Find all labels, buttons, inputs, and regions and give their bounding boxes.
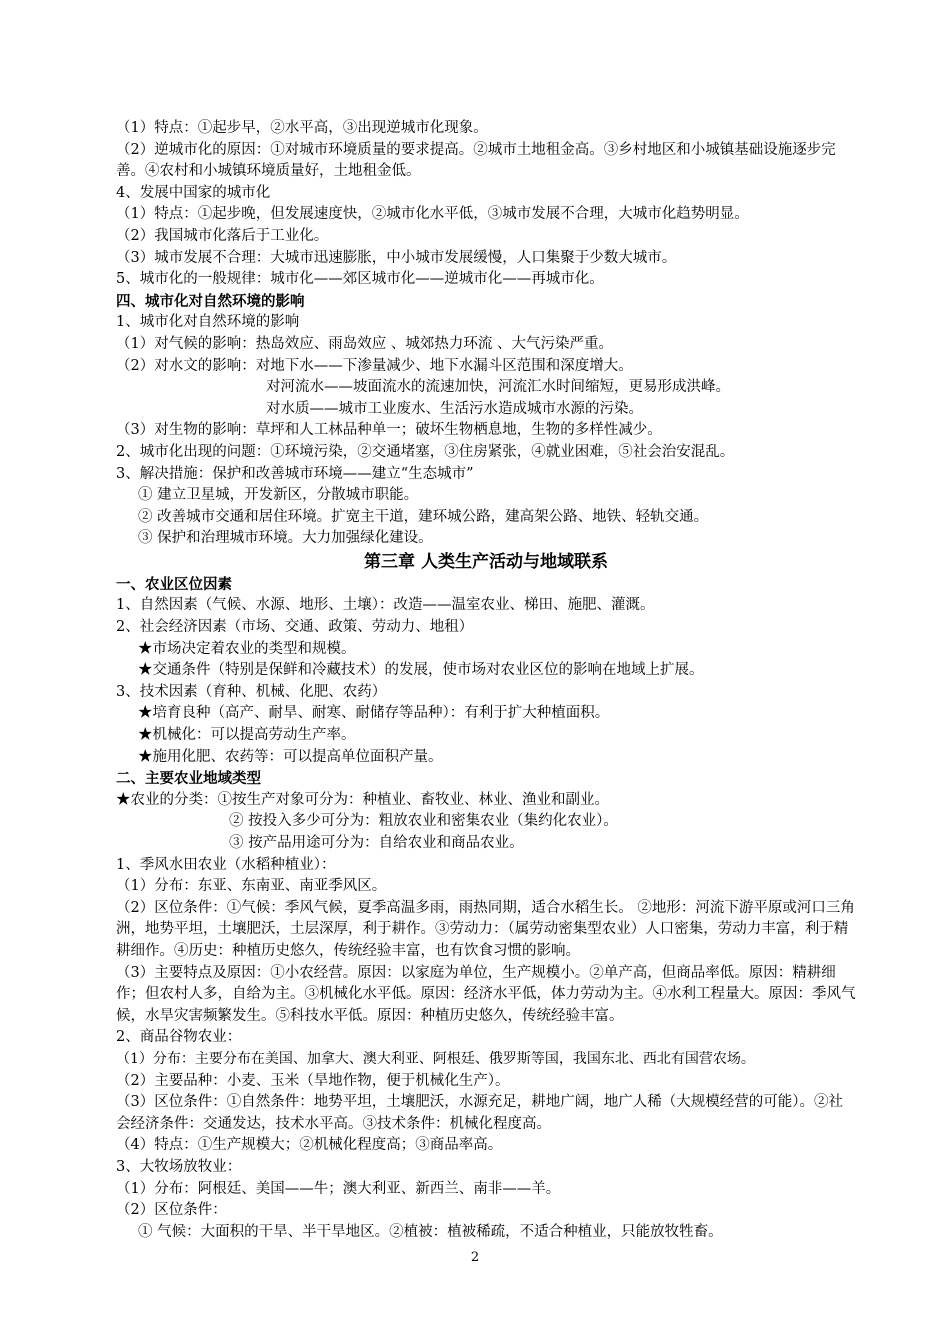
text-paragraph: （3）区位条件：①自然条件：地势平坦，土壤肥沃，水源充足，耕地广阔，地广人稀（大规模经营的可能）。②社会经济条件：交通发达，技术水平高。③技术条件：机械化程度高。 bbox=[116, 1094, 843, 1132]
text-line: 1、城市化对自然环境的影响 bbox=[116, 314, 300, 331]
text-line: ★施用化肥、农药等：可以提高单位面积产量。 bbox=[138, 748, 443, 765]
page-number: 2 bbox=[470, 1250, 480, 1265]
text-line: （3）对生物的影响：草坪和人工林品种单一；破坏生物栖息地，生物的多样性减少。 bbox=[116, 422, 662, 439]
text-line: 3、大牧场放牧业： bbox=[116, 1158, 242, 1175]
text-line: ★机械化：可以提高劳动生产率。 bbox=[138, 727, 356, 744]
text-paragraph: （3）主要特点及原因：①小农经营。原因：以家庭为单位，生产规模小。②单产高，但商品率低。原因：精耕细作；但农村人多，自给为主。③机械化水平低。原因：经济水平低，体力劳动为主。④水利工程量大。原因：季风气候，水旱灾害频繁发生。⑤科技水平低。原因：种植历史悠久，传统经验丰富。 bbox=[116, 964, 856, 1024]
text-line: 2、商品谷物农业： bbox=[116, 1029, 242, 1046]
text-line: （1）特点：①起步晚，但发展速度快，②城市化水平低，③城市发展不合理，大城市化趋势明显。 bbox=[116, 206, 749, 223]
text-line: （1）对气候的影响：热岛效应、雨岛效应 、城郊热力环流 、大气污染严重。 bbox=[116, 335, 613, 352]
text-paragraph: （2）逆城市化的原因：①对城市环境质量的要求提高。②城市土地租金高。③乡村地区和小城镇基础设施逐步完善。④农村和小城镇环境质量好，土地租金低。 bbox=[116, 141, 836, 180]
text-line: ① 建立卫星城，开发新区，分散城市职能。 bbox=[138, 487, 419, 504]
text-line: ★市场决定着农业的类型和规模。 bbox=[138, 640, 356, 657]
text-line: ③ 按产品用途可分为：自给农业和商品农业。 bbox=[229, 835, 524, 851]
section-heading: 一、农业区位因素 bbox=[116, 575, 232, 593]
text-line: （2）区位条件： bbox=[116, 1202, 227, 1219]
text-paragraph: （2）区位条件：①气候：季风气候，夏季高温多雨，雨热同期，适合水稻生长。 ②地形：河流下游平原或河口三角洲，地势平坦，土壤肥沃，土层深厚，利于耕作。③劳动力：（属劳动密集型农业）人口密集，劳动力丰富，利于精耕细作。④历史：种植历史悠久，传统经验丰富，也有饮食习惯的影响。 bbox=[116, 899, 855, 959]
text-line: （1）特点：①起步早，②水平高，③出现逆城市化现象。 bbox=[116, 120, 488, 136]
text-line: 1、自然因素（气候、水源、地形、土壤）：改造——温室农业、梯田、施肥、灌溉。 bbox=[116, 597, 655, 614]
text-line: 5、城市化的一般规律：城市化——郊区城市化——逆城市化——再城市化。 bbox=[116, 271, 604, 288]
section-heading: 四、城市化对自然环境的影响 bbox=[116, 292, 305, 310]
text-line: （3）城市发展不合理：大城市迅速膨胀，中小城市发展缓慢，人口集聚于少数大城市。 bbox=[116, 249, 677, 266]
text-line: （2）我国城市化落后于工业化。 bbox=[116, 227, 329, 244]
text-line: ③ 保护和治理城市环境。大力加强绿化建设。 bbox=[138, 530, 433, 547]
text-line: ② 按投入多少可分为：粗放农业和密集农业（集约化农业）。 bbox=[229, 813, 618, 830]
text-line: ★交通条件（特别是保鲜和冷藏技术）的发展，使市场对农业区位的影响在地域上扩展。 bbox=[138, 662, 704, 679]
text-line: （2）主要品种：小麦、玉米（旱地作物，便于机械化生产）。 bbox=[116, 1072, 510, 1089]
text-line: （1）分布：东亚、东南亚、南亚季风区。 bbox=[116, 878, 387, 895]
text-line: ★培育良种（高产、耐旱、耐寒、耐储存等品种）：有利于扩大种植面积。 bbox=[138, 705, 610, 722]
text-line: 3、技术因素（育种、机械、化肥、农药） bbox=[116, 683, 387, 700]
text-line: 2、城市化出现的问题：①环境污染，②交通堵塞，③住房紧张，④就业困难，⑤社会治安混乱。 bbox=[116, 443, 735, 460]
text-line: 对水质——城市工业废水、生活污水造成城市水源的污染。 bbox=[266, 400, 643, 417]
text-line: 对河流水——坡面流水的流速加快，河流汇水时间缩短，更易形成洪峰。 bbox=[266, 379, 730, 396]
text-line: 3、解决措施：保护和改善城市环境——建立“生态城市” bbox=[116, 465, 474, 482]
text-line: （1）分布：主要分布在美国、加拿大、澳大利亚、阿根廷、俄罗斯等国，我国东北、西北有国营农场。 bbox=[116, 1050, 755, 1067]
text-line: 1、季风水田农业（水稻种植业）： bbox=[116, 856, 336, 873]
text-line: ② 改善城市交通和居住环境。扩宽主干道，建环城公路，建高架公路、地铁、轻轨交通。 bbox=[138, 508, 709, 525]
document-body bbox=[116, 118, 856, 1243]
text-line: （2）对水文的影响：对地下水——下渗量减少、地下水漏斗区范围和深度增大。 bbox=[116, 357, 633, 374]
text-line: （1）分布：阿根廷、美国——牛；澳大利亚、新西兰、南非——羊。 bbox=[116, 1180, 561, 1197]
text-line: ★农业的分类：①按生产对象可分为：种植业、畜牧业、林业、渔业和副业。 bbox=[116, 791, 609, 808]
text-line: 2、社会经济因素（市场、交通、政策、劳动力、地租） bbox=[116, 619, 474, 636]
chapter-title: 第三章 人类生产活动与地域联系 bbox=[364, 551, 608, 572]
text-line: （4）特点：①生产规模大；②机械化程度高；③商品率高。 bbox=[116, 1137, 503, 1154]
text-line: ① 气候：大面积的干旱、半干旱地区。②植被：植被稀疏，不适合种植业，只能放牧牲畜。 bbox=[138, 1223, 723, 1240]
section-heading: 二、主要农业地域类型 bbox=[116, 770, 261, 788]
text-line: 4、发展中国家的城市化 bbox=[116, 184, 271, 201]
